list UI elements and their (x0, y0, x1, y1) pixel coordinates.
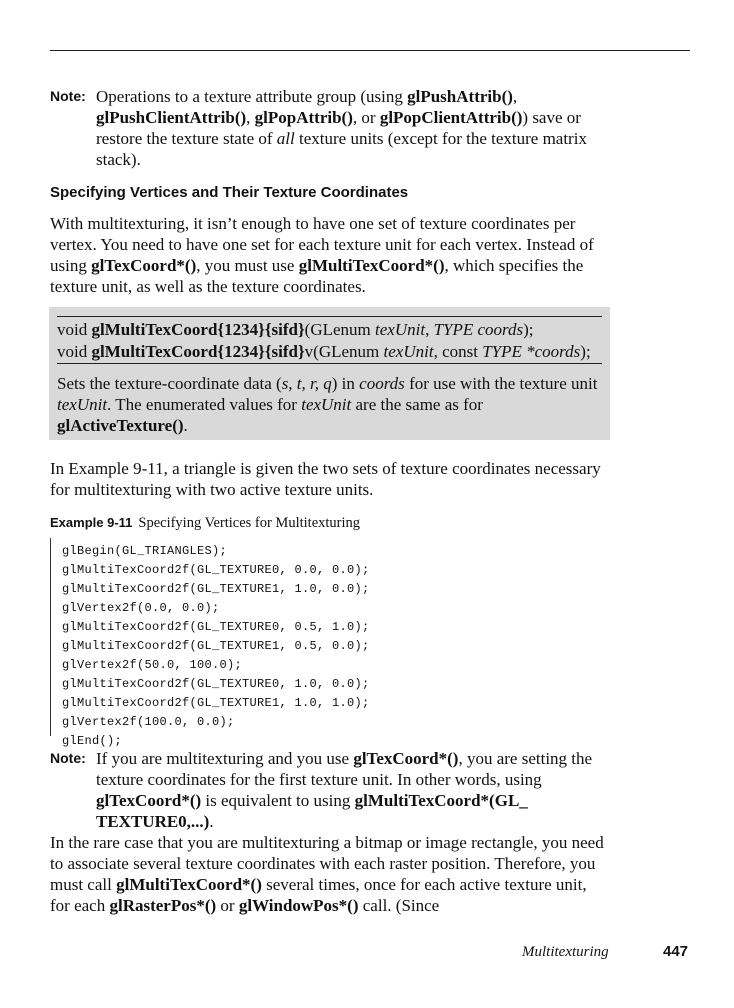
function-name: glTexCoord*() (353, 749, 459, 768)
note-text: , you are setting the texture coordinates for the first texture unit. In other words, using (96, 749, 593, 789)
note-1 (50, 86, 610, 170)
desc-text: are the same as for (351, 395, 483, 414)
command-name: glMultiTexCoord{1234}{sifd} (91, 320, 305, 339)
note-text: texture units (except for the texture matrix stack). (96, 129, 587, 169)
function-name: glTexCoord*() (96, 791, 202, 810)
emphasis: texUnit (57, 395, 108, 414)
running-footer-title: Multitexturing (522, 944, 609, 960)
function-name: glPushAttrib() (407, 87, 513, 106)
top-rule (50, 50, 690, 51)
close-paren: ); (580, 342, 591, 361)
function-name: glActiveTexture() (57, 416, 184, 435)
paragraph-2: In Example 9-11, a triangle is given the two sets of texture coordinates necessary for multitexturing with two active texture units. (50, 459, 601, 499)
section-heading: Specifying Vertices and Their Texture Coordinates (50, 184, 409, 201)
body-text: With multitexturing, it isn’t enough to have one set of texture coordinates per vertex. You need to have one set for each texture unit for each vertex. Instead of using (50, 214, 594, 275)
note-text: . (209, 812, 214, 831)
code-line: glMultiTexCoord2f(GL_TEXTURE1, 1.0, 1.0); (62, 696, 370, 710)
code-bar (50, 538, 51, 736)
code-line: glMultiTexCoord2f(GL_TEXTURE1, 1.0, 0.0); (62, 582, 370, 596)
code-line: glMultiTexCoord2f(GL_TEXTURE0, 0.0, 0.0); (62, 563, 370, 577)
close-paren: ); (523, 320, 534, 339)
function-name: glTexCoord*() (91, 256, 197, 275)
separator: , (425, 320, 434, 339)
note-body (96, 748, 610, 832)
param-name: texUnit (375, 320, 426, 339)
command-summary-box (49, 307, 610, 440)
code-line: glEnd(); (62, 734, 123, 748)
command-signature-1 (57, 319, 534, 340)
function-name: glMultiTexCoord*() (116, 875, 262, 894)
param-name: TYPE *coords (482, 342, 581, 361)
note-text: , or (352, 108, 380, 127)
desc-text: for use with the texture unit (404, 374, 598, 393)
note-text: ) save or restore the texture state of (96, 108, 581, 148)
example-label: Example 9-11 (50, 515, 133, 530)
desc-text: . (183, 416, 188, 435)
body-text: several times, once for each active texture unit, for each (50, 875, 587, 915)
body-text: , you must use (196, 256, 299, 275)
desc-text: ) in (331, 374, 360, 393)
desc-text: Sets the texture-coordinate data ( (57, 374, 282, 393)
code-line: glVertex2f(0.0, 0.0); (62, 601, 220, 615)
emphasis: texUnit (301, 395, 352, 414)
param-name: texUnit (383, 342, 434, 361)
note-text: is equivalent to using (201, 791, 355, 810)
note-label: Note: (50, 88, 86, 104)
code-line: glMultiTexCoord2f(GL_TEXTURE1, 0.5, 0.0); (62, 639, 370, 653)
note-text: If you are multitexturing and you use (96, 749, 354, 768)
note-text: , (512, 87, 518, 106)
emphasis: s, t, r, q (281, 374, 332, 393)
note-2 (50, 748, 610, 832)
page-number: 447 (663, 943, 689, 960)
vector-suffix: v (304, 342, 314, 361)
emphasis: coords (359, 374, 405, 393)
function-name: glPushClientAttrib() (96, 108, 247, 127)
body-text: call. (Since (358, 896, 440, 915)
note-text: , (246, 108, 255, 127)
code-line: glBegin(GL_TRIANGLES); (62, 544, 228, 558)
function-name: glPopClientAttrib() (379, 108, 523, 127)
note-body (96, 86, 610, 170)
function-name: glRasterPos*() (109, 896, 217, 915)
body-text: or (216, 896, 239, 915)
code-line: glVertex2f(100.0, 0.0); (62, 715, 235, 729)
command-name: glMultiTexCoord{1234}{sifd} (91, 342, 305, 361)
command-signature-2 (57, 341, 591, 362)
param-name: TYPE coords (433, 320, 524, 339)
desc-text: . The enumerated values for (107, 395, 302, 414)
code-line: glMultiTexCoord2f(GL_TEXTURE0, 1.0, 0.0); (62, 677, 370, 691)
keyword: void (57, 320, 92, 339)
paragraph-1 (50, 213, 610, 297)
param-type: (GLenum (304, 320, 376, 339)
function-name: glMultiTexCoord*() (298, 256, 445, 275)
command-description (57, 373, 602, 436)
function-name: glWindowPos*() (238, 896, 359, 915)
code-line: glVertex2f(50.0, 100.0); (62, 658, 243, 672)
example-caption (50, 515, 360, 532)
emphasis: all (276, 129, 295, 148)
param-type: (GLenum (313, 342, 384, 361)
note-label: Note: (50, 750, 86, 766)
paragraph-3 (50, 832, 610, 916)
code-line: glMultiTexCoord2f(GL_TEXTURE0, 0.5, 1.0); (62, 620, 370, 634)
note-text: Operations to a texture attribute group (using (96, 87, 408, 106)
body-text: In the rare case that you are multitexturing a bitmap or image rectangle, you need to associate several texture coordinates with each raster position. Therefore, you must call (50, 833, 604, 894)
example-title: Specifying Vertices for Multitexturing (138, 515, 361, 531)
function-name: glMultiTexCoord*(GL_ TEXTURE0,...) (96, 791, 528, 831)
body-text: , which specifies the texture unit, as well as the texture coordinates. (50, 256, 584, 296)
separator: , const (433, 342, 483, 361)
function-name: glPopAttrib() (254, 108, 353, 127)
code-block (62, 542, 370, 751)
rule (57, 316, 602, 317)
keyword: void (57, 342, 92, 361)
rule (57, 363, 602, 364)
